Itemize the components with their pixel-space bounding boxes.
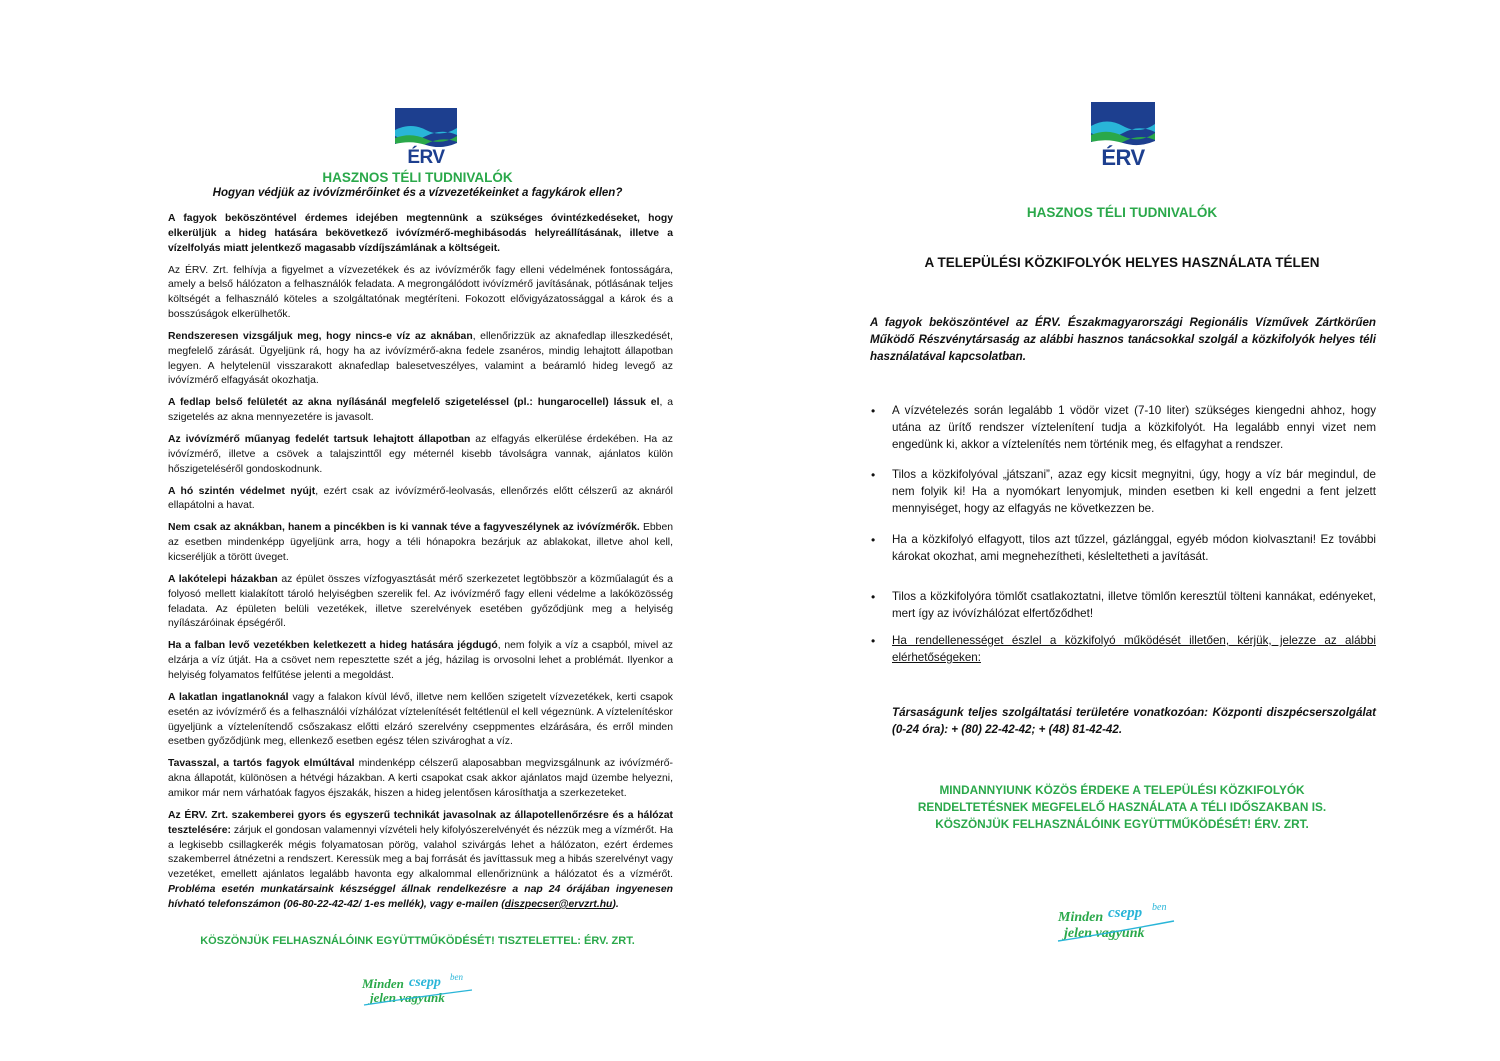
advice-item-3 xyxy=(868,532,1376,566)
slogan-right-line-2: jelen vagyunk xyxy=(1064,926,1145,941)
left-paragraph-10 xyxy=(168,691,673,750)
public-tap-advice-list xyxy=(868,403,1376,667)
right-intro: A fagyok beköszöntével az ÉRV. Északmagyarországi Regionális Vízművek Zártkörűen Működő Részvénytársaság az alábbi hasznos tanácsokkal szolgál a közkifolyók helyes téli használatával kapcsolatban. xyxy=(870,316,1376,363)
p4-rest: , a szigetelés az akna mennyezetére is javasolt. xyxy=(168,397,673,424)
p10-bold: A lakatlan ingatlanoknál xyxy=(168,692,289,703)
slogan-word-2: csepp xyxy=(409,975,441,990)
slogan-drops-right-icon xyxy=(1056,895,1180,947)
right-title: HASZNOS TÉLI TUDNIVALÓK xyxy=(1026,205,1218,220)
slogan-right-word-2: csepp xyxy=(1108,905,1143,921)
bullet-icon: • xyxy=(871,468,876,483)
p6-rest: , ezért csak az ivóvízmérő-leolvasás, ellenőrzés előtt célszerű az aknáról ellapátolni a havat. xyxy=(168,485,673,512)
right-closing xyxy=(866,782,1378,833)
p3-rest: , ellenőrizzük az aknafedlap illeszkedését, megfelelő zárását. Ügyeljünk rá, hogy ha az ivóvízmérő-akna fedele zsanéros, mindig lehajtott állapotban legyen. A helytelenül visszarakott aknafedlap balesetveszélyes, valamint a beáramló hideg levegő az ivóvízmérő elfagyását okozhatja. xyxy=(168,330,673,387)
left-paragraph-4 xyxy=(168,396,673,426)
p8-rest: az épület összes vízfogyasztását mérő szerkezetet legtöbbször a közműalagút és a folyosó mellett kialakított tároló helyiségben szerelik fel. Az ivóvízmérő fagy elleni védelme a lakóközösség feladata. Az épületen belüli vezetékek, illetve szerelvények esetében győződjünk meg a helyiség nyílászáróinak épségéről. xyxy=(168,574,673,630)
right-closing-line-1: MINDANNYIUNK KÖZÖS ÉRDEKE A TELEPÜLÉSI KÖZKIFOLYÓK xyxy=(939,783,1305,797)
p12-rest: zárjuk el gondosan valamennyi vízvételi hely kifolyószerelvényét és nézzük meg a vízmérőt. Ha a legkisebb csillagkerék mégis folyamatosan pörög, valahol szivárgás lehet a hálózaton, ezért érdemes szakemberrel átnézetni a rendszert. Keressük meg a baj forrását és javíttassuk meg a hibás szerelvényt vagy vezetéket, emellett ajánlatos legalább havonta egy alkalommal ellenőriznünk a hálózatot és a vízmérőt. xyxy=(168,824,673,881)
slogan-logo-right xyxy=(1056,895,1180,952)
slogan-word-3: ben xyxy=(450,972,463,982)
left-subtitle: Hogyan védjük az ivóvízmérőinket és a vízvezetékeinket a fagykárok ellen? xyxy=(212,187,623,199)
p7-bold: Nem csak az aknákban, hanem a pincékben is ki vannak téve a fagyveszélynek az ivóvízmérők. xyxy=(168,522,640,534)
bullet-icon: • xyxy=(871,532,876,547)
right-closing-line-3: KÖSZÖNJÜK FELHASZNÁLÓINK EGYÜTTMŰKÖDÉSÉT! ÉRV. ZRT. xyxy=(935,817,1309,831)
advice-item-5 xyxy=(868,633,1376,667)
logo-text-right: ÉRV xyxy=(1101,145,1145,166)
p11-bold: Tavasszal, a tartós fagyok elmúltával xyxy=(168,758,355,770)
advice-text-3: Ha a közkifolyó elfagyott, tilos azt tűzzel, gázlánggal, egyéb módon kiolvasztani! Ez további károkat okozhat, ami megnehezítheti, késleltetheti a javítását. xyxy=(892,532,1376,563)
left-paragraph-intro: A fagyok beköszöntével érdemes idejében megtennünk a szükséges óvintézkedéseket, hogy elkerüljük a hideg hatására bekövetkező ivóvízmérő-meghibásodás helyreállításának, illetve a vízelfolyás miatt jelentkező magasabb vízdíjszámlának a költségeit. xyxy=(168,213,673,254)
left-paragraph-9 xyxy=(168,639,673,683)
p4-bold: A fedlap belső felületét az akna nyílásánál megfelelő szigeteléssel (pl.: hungarocellel) lássuk el xyxy=(168,397,660,409)
advice-text-5: Ha rendellenességet észlel a közkifolyó működését illetően, kérjük, jelezze az alábbi elérhetőségeken: xyxy=(892,633,1376,664)
p9-rest: , nem folyik a víz a csapból, mivel az elzárja a víz útját. Ha a csövet nem repesztette szét a jég, házilag is orvosolni lehet a problémát. Ilyenkor a helyiség folyamatos felfűtése jelenti a megoldást. xyxy=(168,640,673,682)
advice-text-4: Tilos a közkifolyóra tömlőt csatlakoztatni, illetve tömlőn keresztül tölteni kannákat, edényeket, mert így az ivóvízhálózat elfertőződhet! xyxy=(892,590,1376,621)
advice-item-1 xyxy=(868,403,1376,453)
p12-bold: Az ÉRV. Zrt. szakemberei gyors és egyszerű technikát javasolnak az állapotellenőrzésre és a hálózat tesztelésére: xyxy=(168,809,673,836)
left-paragraph-7 xyxy=(168,521,673,565)
slogan-logo xyxy=(360,968,478,1015)
dispatcher-contact: Társaságunk teljes szolgáltatási területére vonatkozóan: Központi diszpécserszolgálat (0-24 óra): + (80) 22-42-42; + (48) 81-42-42. xyxy=(892,706,1376,736)
p6-bold: A hó szintén védelmet nyújt xyxy=(168,485,316,497)
p8-bold: A lakótelepi házakban xyxy=(168,574,278,586)
bullet-icon: • xyxy=(871,590,876,605)
erv-logo xyxy=(395,108,457,164)
left-paragraph-3 xyxy=(168,330,673,389)
advice-item-2 xyxy=(868,467,1376,517)
erv-logo-right xyxy=(1091,102,1155,166)
left-paragraph-2: Az ÉRV. Zrt. felhívja a figyelmet a vízvezetékek és az ivóvízmérők fagy elleni védelmének fontosságára, amely a belső hálózaton a felhasználók feladata. A megrongálódott ivóvízmérő javításának, pótlásának teljes költségét a felhasználó köteles a szolgáltatónak megtéríteni. Fokozott elővigyázatossággal a károk és a bosszúságok elkerülhetők. xyxy=(168,264,673,320)
left-paragraph-12 xyxy=(168,809,673,913)
erv-logo-right-icon xyxy=(1091,102,1155,166)
p11-rest: mindenképp célszerű alaposabban megvizsgálnunk az ivóvízmérő-akna állapotát, különösen a hétvégi házakban. A kerti csapokat csak akkor ajánlatos majd üzembe helyezni, amikor már nem várhatóak fagyos éjszakák, hiszen a hideg jelentősen károsíthatja a szerkezeteket. xyxy=(168,758,673,799)
left-title: HASZNOS TÉLI TUDNIVALÓK xyxy=(322,170,513,185)
p12-contact: Probléma esetén munkatársaink készséggel állnak rendelkezésre a nap 24 órájában ingyenesen hívható telefonszámon (06-80-22-42-42/ 1-es mellék), vagy e-mailen ( xyxy=(168,883,673,910)
logo-text: ÉRV xyxy=(407,147,445,164)
left-paragraph-6 xyxy=(168,485,673,515)
p5-bold: Az ivóvízmérő műanyag fedelét tartsuk lehajtott állapotban xyxy=(168,434,471,446)
left-body xyxy=(168,212,673,920)
p10-rest: vagy a falakon kívül lévő, illetve nem kellően szigetelt vízvezetékek, kerti csapok esetén az ivóvízmérő és a felhasználói vízhálózat víztelenítését feltétlenül el kell végeznünk. A víztelenítéskor ügyeljünk a víztelenítendő csőszakasz előtti elzáró szerelvény cseppmentes elzárására, és erről minden esetben győződjünk meg, ellenkező esetben egész télen szivároghat a víz. xyxy=(168,692,674,748)
left-closing: KÖSZÖNJÜK FELHASZNÁLÓINK EGYÜTTMŰKÖDÉSÉT! TISZTELETTEL: ÉRV. ZRT. xyxy=(200,935,635,947)
right-closing-line-2: RENDELTETÉSNEK MEGFELELŐ HASZNÁLATA A TÉLI IDŐSZAKBAN IS. xyxy=(917,800,1327,814)
slogan-right-word-1: Minden xyxy=(1058,910,1104,925)
bullet-icon: • xyxy=(871,404,876,418)
slogan-line-2: jelen vagyunk xyxy=(370,990,445,1005)
advice-text-2: Tilos a közkifolyóval „játszani”, azaz egy kicsit megnyitni, úgy, hogy a víz bár megindul, de nem folyik ki! Ha a nyomókart lenyomjuk, minden esetben ki kell engedni a fent jelzett mennyiséget, hogy az elfagyás ne következzen be. xyxy=(892,468,1376,515)
left-paragraph-11 xyxy=(168,757,673,801)
erv-logo-icon xyxy=(395,108,457,164)
slogan-drops-icon xyxy=(360,968,478,1010)
p9-bold: Ha a falban levő vezetékben keletkezett a hideg hatására jégdugó xyxy=(168,640,498,652)
left-paragraph-8 xyxy=(168,573,673,632)
advice-text-1: A vízvételezés során legalább 1 vödör vizet (7-10 liter) szükséges kiengedni ahhoz, hogy utána az ürítő rendszer víztelenítení tudja a közkifolyót. Ha legalább ennyi vizet nem engedünk ki, akkor a víztelenítés nem történik meg, és elfagyhat a rendszer. xyxy=(892,404,1376,451)
p3-bold: Rendszeresen vizsgáljuk meg, hogy nincs-e víz az aknában xyxy=(168,330,473,342)
advice-item-4 xyxy=(868,589,1376,623)
slogan-right-word-3: ben xyxy=(1152,902,1167,913)
left-paragraph-5 xyxy=(168,433,673,477)
bullet-icon: • xyxy=(871,633,876,648)
right-heading: A TELEPÜLÉSI KÖZKIFOLYÓK HELYES HASZNÁLATA TÉLEN xyxy=(924,255,1320,270)
p7-rest: Ebben az esetben mindenképp ügyeljünk arra, hogy a téli hónapokra bezárjuk az ablakokat, illetve ahol kell, kicseréljük a törött üveget. xyxy=(168,522,674,564)
p5-rest: az elfagyás elkerülése érdekében. Ha az ivóvízmérő, illetve a csövek a talajszinttől egy méternél kisebb távolságra vannak, ajánlatos külön hőszigeteléséről gondoskodnunk. xyxy=(168,434,673,475)
dispatcher-email-link[interactable]: diszpecser@ervzrt.hu xyxy=(504,898,613,910)
slogan-word-1: Minden xyxy=(362,976,404,991)
p12-end: ). xyxy=(612,898,619,910)
